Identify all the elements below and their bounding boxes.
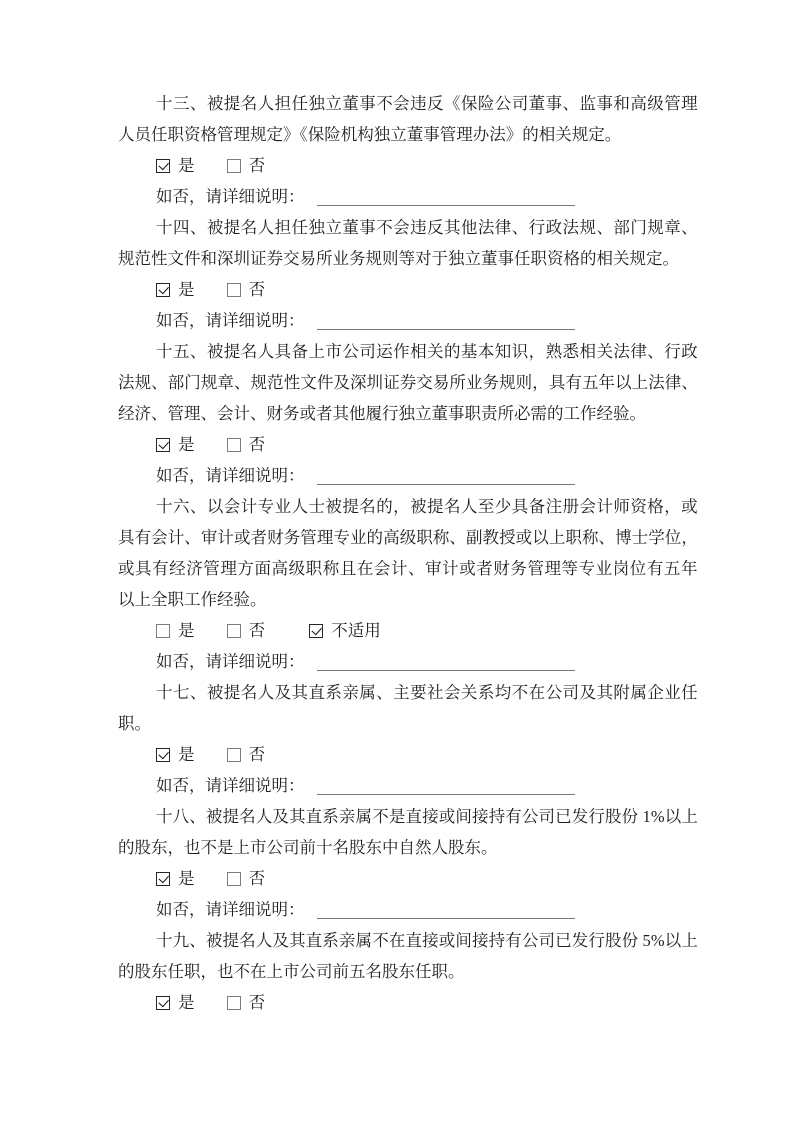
checkbox-no[interactable] [227, 748, 241, 762]
checkbox-option [156, 745, 195, 764]
followup-label: 如否，请详细说明： [156, 776, 305, 795]
item-statement [118, 677, 698, 739]
checkbox-label: 是 [178, 745, 195, 764]
checkbox-yes[interactable] [156, 996, 170, 1010]
statement-line: 职。 [118, 714, 151, 733]
statement-line: 十三、被提名人担任独立董事不会违反《保险公司董事、监事和高级管理 [156, 94, 699, 113]
checkbox-no[interactable] [227, 159, 241, 173]
statement-line: 十四、被提名人担任独立董事不会违反其他法律、行政法规、部门规章、 [156, 218, 699, 237]
options-row [118, 150, 698, 181]
checkbox-yes[interactable] [156, 624, 170, 638]
checkbox-option [156, 621, 195, 640]
checkbox-label: 不适用 [331, 621, 381, 640]
item-statement [118, 336, 698, 429]
checkbox-label: 是 [178, 869, 195, 888]
checkbox-no[interactable] [227, 624, 241, 638]
statement-line: 的股东任职，也不在上市公司前五名股东任职。 [118, 962, 465, 981]
checkbox-option [227, 745, 266, 764]
item-statement [118, 88, 698, 150]
statement-line: 以上全职工作经验。 [118, 590, 267, 609]
options-row [118, 615, 698, 646]
checkbox-label: 是 [178, 156, 195, 175]
statement-line: 的股东，也不是上市公司前十名股东中自然人股东。 [118, 838, 498, 857]
options-row [118, 987, 698, 1018]
checkbox-yes[interactable] [156, 748, 170, 762]
followup-label: 如否，请详细说明： [156, 187, 305, 206]
declaration-form [118, 88, 698, 1018]
checkbox-label: 是 [178, 435, 195, 454]
checkbox-not-applicable[interactable] [309, 624, 323, 638]
followup-row [118, 305, 698, 336]
followup-label: 如否，请详细说明： [156, 652, 305, 671]
statement-line: 十七、被提名人及其直系亲属、主要社会关系均不在公司及其附属企业任 [156, 683, 699, 702]
checkbox-option [156, 869, 195, 888]
checkbox-option [227, 156, 266, 175]
explanation-blank-line[interactable] [317, 782, 575, 795]
followup-row [118, 894, 698, 925]
statement-line: 十八、被提名人及其直系亲属不是直接或间接持有公司已发行股份 1%以上 [156, 807, 699, 826]
form-item-18 [118, 801, 698, 925]
checkbox-label: 是 [178, 621, 195, 640]
options-row [118, 274, 698, 305]
checkbox-yes[interactable] [156, 438, 170, 452]
options-row [118, 739, 698, 770]
statement-line: 规范性文件和深圳证券交易所业务规则等对于独立董事任职资格的相关规定。 [118, 249, 679, 268]
statement-line: 人员任职资格管理规定》《保险机构独立董事管理办法》的相关规定。 [118, 125, 622, 144]
followup-row [118, 770, 698, 801]
statement-line: 具有会计、审计或者财务管理专业的高级职称、副教授或以上职称、博士学位， [118, 528, 698, 547]
followup-row [118, 646, 698, 677]
form-item-13 [118, 88, 698, 212]
followup-row [118, 181, 698, 212]
form-item-19 [118, 925, 698, 1018]
checkbox-label: 否 [248, 745, 266, 764]
form-item-14 [118, 212, 698, 336]
options-row [118, 863, 698, 894]
form-item-17 [118, 677, 698, 801]
checkbox-option [227, 869, 266, 888]
checkbox-option [227, 280, 266, 299]
checkbox-no[interactable] [227, 996, 241, 1010]
checkbox-label: 否 [248, 621, 266, 640]
checkbox-option [227, 993, 266, 1012]
statement-line: 十六、以会计专业人士被提名的，被提名人至少具备注册会计师资格，或 [156, 497, 699, 516]
form-item-15 [118, 336, 698, 491]
statement-line: 经济、管理、会计、财务或者其他履行独立董事职责所必需的工作经验。 [118, 404, 646, 423]
item-statement [118, 491, 698, 615]
checkbox-label: 否 [248, 993, 266, 1012]
statement-line: 或具有经济管理方面高级职称且在会计、审计或者财务管理等专业岗位有五年 [118, 559, 699, 578]
checkbox-yes[interactable] [156, 872, 170, 886]
followup-label: 如否，请详细说明： [156, 466, 305, 485]
checkbox-label: 是 [178, 993, 195, 1012]
checkbox-label: 否 [248, 156, 266, 175]
checkbox-label: 否 [248, 869, 266, 888]
explanation-blank-line[interactable] [317, 317, 575, 330]
item-statement [118, 212, 698, 274]
checkbox-option [309, 621, 381, 640]
form-item-16 [118, 491, 698, 677]
statement-line: 十五、被提名人具备上市公司运作相关的基本知识，熟悉相关法律、行政 [156, 342, 699, 361]
options-row [118, 429, 698, 460]
followup-row [118, 460, 698, 491]
item-statement [118, 801, 698, 863]
checkbox-label: 是 [178, 280, 195, 299]
explanation-blank-line[interactable] [317, 472, 575, 485]
explanation-blank-line[interactable] [317, 193, 575, 206]
checkbox-option [227, 435, 266, 454]
statement-line: 十九、被提名人及其直系亲属不在直接或间接持有公司已发行股份 5%以上 [156, 931, 699, 950]
checkbox-label: 否 [248, 435, 266, 454]
statement-line: 法规、部门规章、规范性文件及深圳证券交易所业务规则，具有五年以上法律、 [118, 373, 698, 392]
item-statement [118, 925, 698, 987]
explanation-blank-line[interactable] [317, 658, 575, 671]
checkbox-option [156, 435, 195, 454]
checkbox-no[interactable] [227, 872, 241, 886]
checkbox-yes[interactable] [156, 159, 170, 173]
checkbox-no[interactable] [227, 283, 241, 297]
followup-label: 如否，请详细说明： [156, 311, 305, 330]
checkbox-option [156, 993, 195, 1012]
checkbox-label: 否 [248, 280, 266, 299]
checkbox-yes[interactable] [156, 283, 170, 297]
checkbox-option [156, 156, 195, 175]
checkbox-option [156, 280, 195, 299]
checkbox-no[interactable] [227, 438, 241, 452]
explanation-blank-line[interactable] [317, 906, 575, 919]
followup-label: 如否，请详细说明： [156, 900, 305, 919]
checkbox-option [227, 621, 266, 640]
